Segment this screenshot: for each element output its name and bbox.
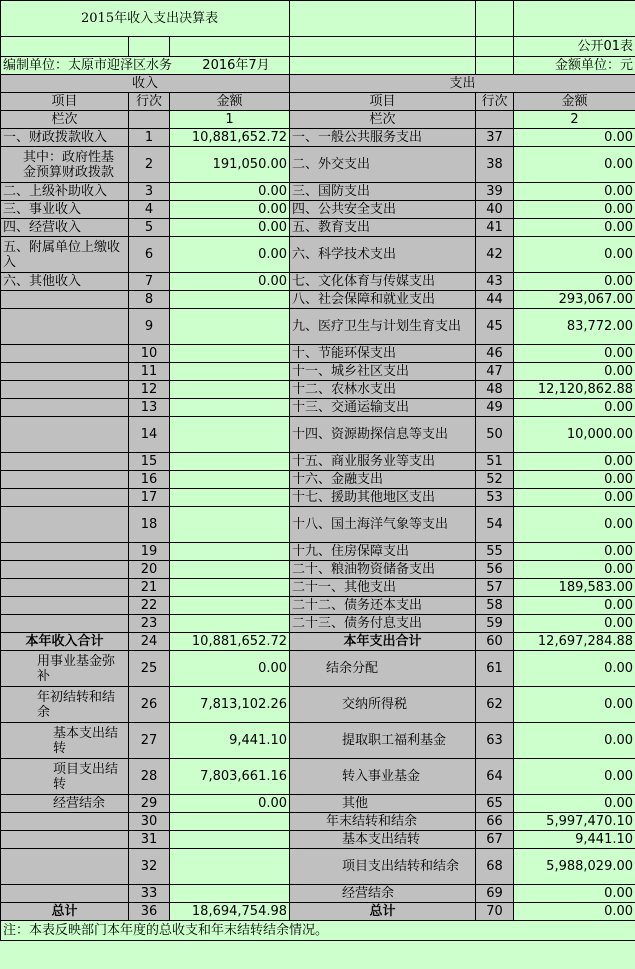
income-header: 收入 — [1, 75, 290, 93]
income-amount-cell — [170, 309, 290, 345]
table-row — [1, 381, 635, 399]
expense-item-cell: 其他 — [290, 795, 476, 813]
expense-lineno-cell: 39 — [476, 183, 514, 201]
expense-amount-cell: 0.00 — [514, 489, 635, 507]
table-row — [1, 417, 635, 453]
table-row — [1, 147, 635, 183]
currency-unit: 金额单位：元 — [514, 57, 635, 75]
expense-lineno-cell: 42 — [476, 237, 514, 273]
income-amount-cell — [170, 543, 290, 561]
expense-amount-cell: 0.00 — [514, 903, 635, 921]
income-lineno-cell: 32 — [129, 849, 170, 885]
expense-column-label: 栏次 — [290, 111, 476, 129]
income-amount-cell — [170, 615, 290, 633]
expense-amount-cell: 0.00 — [514, 795, 635, 813]
expense-item-cell: 交纳所得税 — [290, 687, 476, 723]
income-lineno-cell: 36 — [129, 903, 170, 921]
expense-item-cell: 三、国防支出 — [290, 183, 476, 201]
expense-lineno-cell: 60 — [476, 633, 514, 651]
expense-item-cell: 十七、援助其他地区支出 — [290, 489, 476, 507]
income-item-cell: 一、财政拨款收入 — [1, 129, 129, 147]
expense-lineno-cell: 50 — [476, 417, 514, 453]
expense-item-cell: 一、一般公共服务支出 — [290, 129, 476, 147]
income-item-cell: 本年收入合计 — [1, 633, 129, 651]
income-item-cell — [1, 813, 129, 831]
expense-amount-cell: 0.00 — [514, 399, 635, 417]
income-column-index: 1 — [170, 111, 290, 129]
expense-lineno-cell: 57 — [476, 579, 514, 597]
expense-amount-cell: 0.00 — [514, 615, 635, 633]
expense-lineno-cell: 54 — [476, 507, 514, 543]
expense-amount-cell: 0.00 — [514, 723, 635, 759]
income-lineno-cell: 14 — [129, 417, 170, 453]
expense-item-cell: 项目支出结转和结余 — [290, 849, 476, 885]
income-lineno-cell: 6 — [129, 237, 170, 273]
expense-lineno-cell: 46 — [476, 345, 514, 363]
income-item-cell: 用事业基金弥补 — [1, 651, 129, 687]
income-lineno-cell: 23 — [129, 615, 170, 633]
expense-amount-cell: 0.00 — [514, 597, 635, 615]
income-lineno-header: 行次 — [129, 93, 170, 111]
table-row — [1, 795, 635, 813]
expense-amount-cell: 0.00 — [514, 363, 635, 381]
income-item-cell — [1, 831, 129, 849]
income-item-cell — [1, 363, 129, 381]
income-lineno-cell: 22 — [129, 597, 170, 615]
expense-amount-cell: 5,997,470.10 — [514, 813, 635, 831]
income-amount-cell — [170, 453, 290, 471]
expense-amount-cell: 83,772.00 — [514, 309, 635, 345]
expense-lineno-cell: 49 — [476, 399, 514, 417]
income-lineno-cell: 5 — [129, 219, 170, 237]
expense-lineno-cell: 41 — [476, 219, 514, 237]
table-row — [1, 615, 635, 633]
income-lineno-cell: 25 — [129, 651, 170, 687]
income-amount-cell — [170, 291, 290, 309]
expense-lineno-cell: 55 — [476, 543, 514, 561]
table-row — [1, 129, 635, 147]
table-row — [1, 579, 635, 597]
income-amount-cell — [170, 489, 290, 507]
income-lineno-cell: 28 — [129, 759, 170, 795]
table-row — [1, 201, 635, 219]
expense-column-index: 2 — [514, 111, 635, 129]
income-lineno-cell: 13 — [129, 399, 170, 417]
table-row — [1, 291, 635, 309]
table-row — [1, 183, 635, 201]
report-date: 2016年7月 — [202, 58, 270, 73]
expense-amount-cell: 0.00 — [514, 651, 635, 687]
income-amount-cell: 0.00 — [170, 219, 290, 237]
income-amount-cell: 191,050.00 — [170, 147, 290, 183]
income-item-header: 项目 — [1, 93, 129, 111]
income-amount-header: 金额 — [170, 93, 290, 111]
table-row — [1, 849, 635, 885]
income-amount-cell: 0.00 — [170, 651, 290, 687]
table-note: 注：本表反映部门本年度的总收支和年末结转结余情况。 — [1, 921, 635, 941]
income-lineno-cell: 21 — [129, 579, 170, 597]
income-amount-cell — [170, 885, 290, 903]
expense-amount-cell: 0.00 — [514, 453, 635, 471]
income-item-cell — [1, 489, 129, 507]
income-item-cell: 基本支出结转 — [1, 723, 129, 759]
table-row — [1, 831, 635, 849]
income-lineno-cell: 26 — [129, 687, 170, 723]
table-row — [1, 723, 635, 759]
expense-amount-cell: 0.00 — [514, 507, 635, 543]
expense-lineno-cell: 67 — [476, 831, 514, 849]
expense-item-cell: 十四、资源勘探信息等支出 — [290, 417, 476, 453]
expense-amount-cell: 189,583.00 — [514, 579, 635, 597]
income-amount-cell: 0.00 — [170, 201, 290, 219]
expense-item-cell: 二十二、债务还本支出 — [290, 597, 476, 615]
expense-amount-cell: 0.00 — [514, 219, 635, 237]
table-row — [1, 363, 635, 381]
income-item-cell: 四、经营收入 — [1, 219, 129, 237]
income-item-cell: 项目支出结转 — [1, 759, 129, 795]
table-row — [1, 399, 635, 417]
expense-amount-cell: 0.00 — [514, 345, 635, 363]
income-lineno-cell: 1 — [129, 129, 170, 147]
income-amount-cell — [170, 831, 290, 849]
income-item-cell: 总计 — [1, 903, 129, 921]
expense-amount-cell: 0.00 — [514, 885, 635, 903]
expense-item-cell: 七、文化体育与传媒支出 — [290, 273, 476, 291]
expense-item-cell: 十六、金融支出 — [290, 471, 476, 489]
expense-item-cell: 二、外交支出 — [290, 147, 476, 183]
expense-lineno-cell: 37 — [476, 129, 514, 147]
expense-lineno-cell: 53 — [476, 489, 514, 507]
expense-header: 支出 — [290, 75, 635, 93]
expense-amount-cell: 0.00 — [514, 201, 635, 219]
table-row — [1, 687, 635, 723]
expense-item-header: 项目 — [290, 93, 476, 111]
unit-label: 编制单位：太原市迎泽区水务 — [3, 58, 173, 73]
expense-amount-cell: 10,000.00 — [514, 417, 635, 453]
income-lineno-cell: 2 — [129, 147, 170, 183]
income-lineno-cell: 9 — [129, 309, 170, 345]
table-row — [1, 453, 635, 471]
expense-item-cell: 六、科学技术支出 — [290, 237, 476, 273]
expense-item-cell: 二十一、其他支出 — [290, 579, 476, 597]
expense-amount-cell: 0.00 — [514, 147, 635, 183]
expense-lineno-cell: 44 — [476, 291, 514, 309]
expense-lineno-cell: 48 — [476, 381, 514, 399]
table-row — [1, 345, 635, 363]
income-amount-cell: 0.00 — [170, 273, 290, 291]
expense-lineno-cell: 52 — [476, 471, 514, 489]
expense-item-cell: 年末结转和结余 — [290, 813, 476, 831]
expense-item-cell: 二十三、债务付息支出 — [290, 615, 476, 633]
income-amount-cell — [170, 597, 290, 615]
income-amount-cell — [170, 345, 290, 363]
expense-amount-cell: 0.00 — [514, 237, 635, 273]
income-amount-cell: 0.00 — [170, 237, 290, 273]
expense-amount-cell: 0.00 — [514, 759, 635, 795]
income-item-cell: 其中：政府性基金预算财政拨款 — [1, 147, 129, 183]
income-lineno-cell: 31 — [129, 831, 170, 849]
income-amount-cell — [170, 507, 290, 543]
table-row — [1, 813, 635, 831]
expense-amount-cell: 0.00 — [514, 129, 635, 147]
table-row — [1, 489, 635, 507]
table-row — [1, 471, 635, 489]
income-amount-cell — [170, 399, 290, 417]
income-item-cell: 三、事业收入 — [1, 201, 129, 219]
income-item-cell: 六、其他收入 — [1, 273, 129, 291]
income-item-cell — [1, 615, 129, 633]
income-lineno-cell: 12 — [129, 381, 170, 399]
expense-amount-cell: 0.00 — [514, 561, 635, 579]
income-lineno-cell: 19 — [129, 543, 170, 561]
expense-lineno-header: 行次 — [476, 93, 514, 111]
expense-amount-cell: 0.00 — [514, 543, 635, 561]
expense-item-cell: 基本支出结转 — [290, 831, 476, 849]
income-item-cell: 经营结余 — [1, 795, 129, 813]
income-amount-cell — [170, 813, 290, 831]
expense-amount-cell: 12,697,284.88 — [514, 633, 635, 651]
income-column-label: 栏次 — [1, 111, 129, 129]
expense-lineno-cell: 59 — [476, 615, 514, 633]
income-amount-cell: 18,694,754.98 — [170, 903, 290, 921]
income-lineno-cell: 3 — [129, 183, 170, 201]
income-item-cell — [1, 381, 129, 399]
income-amount-cell: 10,881,652.72 — [170, 633, 290, 651]
expense-amount-cell: 0.00 — [514, 273, 635, 291]
expense-amount-cell: 0.00 — [514, 687, 635, 723]
expense-item-cell: 十、节能环保支出 — [290, 345, 476, 363]
table-row — [1, 237, 635, 273]
expense-item-cell: 十五、商业服务业等支出 — [290, 453, 476, 471]
table-row — [1, 543, 635, 561]
report-title: 2015年收入支出决算表 — [1, 1, 290, 37]
income-lineno-cell: 16 — [129, 471, 170, 489]
table-row — [1, 273, 635, 291]
income-lineno-cell: 15 — [129, 453, 170, 471]
table-row — [1, 561, 635, 579]
income-item-cell — [1, 399, 129, 417]
table-row — [1, 651, 635, 687]
expense-lineno-cell: 56 — [476, 561, 514, 579]
income-lineno-cell: 7 — [129, 273, 170, 291]
expense-item-cell: 经营结余 — [290, 885, 476, 903]
expense-amount-header: 金额 — [514, 93, 635, 111]
income-item-cell — [1, 579, 129, 597]
expense-lineno-cell: 63 — [476, 723, 514, 759]
expense-item-cell: 十九、住房保障支出 — [290, 543, 476, 561]
income-amount-cell — [170, 849, 290, 885]
income-lineno-cell: 10 — [129, 345, 170, 363]
expense-item-cell: 四、公共安全支出 — [290, 201, 476, 219]
income-lineno-cell: 8 — [129, 291, 170, 309]
table-row — [1, 219, 635, 237]
income-item-cell — [1, 561, 129, 579]
expense-lineno-cell: 51 — [476, 453, 514, 471]
expense-amount-cell: 5,988,029.00 — [514, 849, 635, 885]
expense-item-cell: 十三、交通运输支出 — [290, 399, 476, 417]
income-lineno-cell: 24 — [129, 633, 170, 651]
income-item-cell — [1, 471, 129, 489]
expense-lineno-cell: 47 — [476, 363, 514, 381]
expense-item-cell: 转入事业基金 — [290, 759, 476, 795]
expense-lineno-cell: 58 — [476, 597, 514, 615]
expense-amount-cell: 0.00 — [514, 183, 635, 201]
income-lineno-cell: 17 — [129, 489, 170, 507]
income-amount-cell: 7,803,661.16 — [170, 759, 290, 795]
expense-lineno-cell: 69 — [476, 885, 514, 903]
expense-lineno-cell: 65 — [476, 795, 514, 813]
table-body — [1, 129, 635, 921]
income-item-cell — [1, 885, 129, 903]
expense-item-cell: 本年支出合计 — [290, 633, 476, 651]
expense-item-cell: 九、医疗卫生与计划生育支出 — [290, 309, 476, 345]
table-row — [1, 633, 635, 651]
income-item-cell: 年初结转和结余 — [1, 687, 129, 723]
expense-item-cell: 结余分配 — [290, 651, 476, 687]
income-amount-cell — [170, 471, 290, 489]
income-lineno-cell: 11 — [129, 363, 170, 381]
expense-item-cell: 十一、城乡社区支出 — [290, 363, 476, 381]
expense-item-cell: 总计 — [290, 903, 476, 921]
expense-amount-cell: 9,441.10 — [514, 831, 635, 849]
income-amount-cell: 7,813,102.26 — [170, 687, 290, 723]
expense-lineno-cell: 62 — [476, 687, 514, 723]
income-lineno-cell: 20 — [129, 561, 170, 579]
income-item-cell: 二、上级补助收入 — [1, 183, 129, 201]
table-row — [1, 759, 635, 795]
expense-item-cell: 提取职工福利基金 — [290, 723, 476, 759]
expense-lineno-cell: 61 — [476, 651, 514, 687]
expense-item-cell: 二十、粮油物资储备支出 — [290, 561, 476, 579]
income-amount-cell: 9,441.10 — [170, 723, 290, 759]
expense-lineno-cell: 68 — [476, 849, 514, 885]
income-item-cell — [1, 309, 129, 345]
income-lineno-cell: 33 — [129, 885, 170, 903]
income-lineno-cell: 27 — [129, 723, 170, 759]
table-row — [1, 597, 635, 615]
expense-item-cell: 五、教育支出 — [290, 219, 476, 237]
income-item-cell — [1, 345, 129, 363]
expense-lineno-cell: 38 — [476, 147, 514, 183]
income-item-cell — [1, 453, 129, 471]
expense-amount-cell: 12,120,862.88 — [514, 381, 635, 399]
income-amount-cell: 10,881,652.72 — [170, 129, 290, 147]
income-amount-cell — [170, 381, 290, 399]
form-code: 公开01表 — [514, 37, 635, 57]
expense-item-cell: 十八、国土海洋气象等支出 — [290, 507, 476, 543]
expense-lineno-cell: 66 — [476, 813, 514, 831]
table-row — [1, 903, 635, 921]
table-row — [1, 309, 635, 345]
income-lineno-cell: 29 — [129, 795, 170, 813]
table-row — [1, 507, 635, 543]
income-amount-cell — [170, 363, 290, 381]
income-amount-cell: 0.00 — [170, 795, 290, 813]
income-lineno-cell: 4 — [129, 201, 170, 219]
income-amount-cell — [170, 561, 290, 579]
expense-amount-cell: 0.00 — [514, 471, 635, 489]
expense-lineno-cell: 43 — [476, 273, 514, 291]
income-item-cell — [1, 507, 129, 543]
income-item-cell — [1, 417, 129, 453]
table-row — [1, 885, 635, 903]
income-item-cell: 五、附属单位上缴收入 — [1, 237, 129, 273]
income-amount-cell: 0.00 — [170, 183, 290, 201]
income-item-cell — [1, 291, 129, 309]
expense-amount-cell: 293,067.00 — [514, 291, 635, 309]
income-item-cell — [1, 543, 129, 561]
income-amount-cell — [170, 417, 290, 453]
expense-lineno-cell: 70 — [476, 903, 514, 921]
income-amount-cell — [170, 579, 290, 597]
income-lineno-cell: 30 — [129, 813, 170, 831]
expense-lineno-cell: 64 — [476, 759, 514, 795]
expense-item-cell: 八、社会保障和就业支出 — [290, 291, 476, 309]
income-lineno-cell: 18 — [129, 507, 170, 543]
expense-item-cell: 十二、农林水支出 — [290, 381, 476, 399]
income-item-cell — [1, 849, 129, 885]
expense-lineno-cell: 45 — [476, 309, 514, 345]
expense-lineno-cell: 40 — [476, 201, 514, 219]
income-item-cell — [1, 597, 129, 615]
